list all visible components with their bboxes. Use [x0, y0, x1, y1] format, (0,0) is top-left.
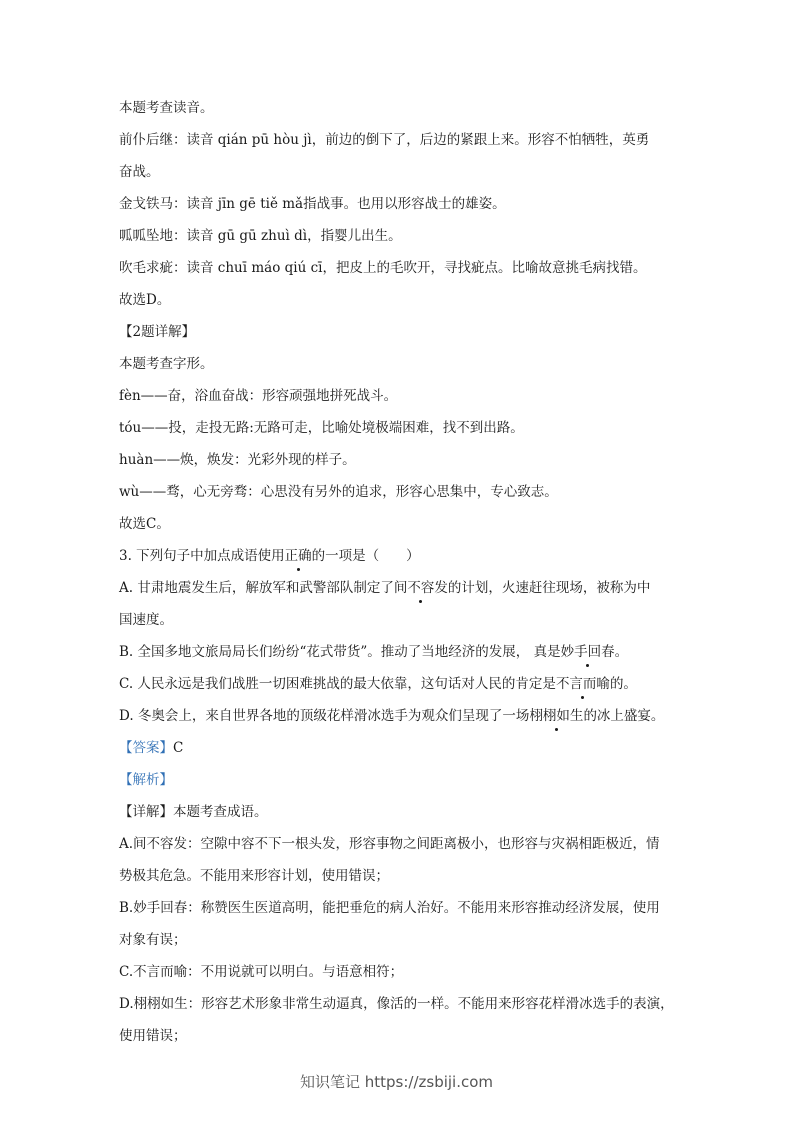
option-c: C. 人民永远是我们战胜一切困难挑战的最大依靠，这句话对人民的肯定是不言而喻的。: [119, 676, 637, 692]
dotted-idiom: 栩栩如生: [529, 708, 584, 724]
text-line: 奋战。: [119, 164, 160, 180]
document-body: [119, 98, 685, 1058]
option-b: B. 全国多地文旅局局长们纷纷“花式带货”。推动了当地经济的发展， 真是妙手回春。: [119, 644, 629, 660]
text-line: 金戈铁马：读音 jīn gē tiě mǎ指战事。也用以形容战士的雄姿。: [119, 196, 506, 212]
footer-watermark: 知识笔记 https://zsbiji.com: [299, 1073, 494, 1091]
dotted-idiom: 妙手回春: [560, 644, 615, 660]
section-heading: 【2题详解】: [119, 324, 196, 340]
text-line: 吹毛求疵：读音 chuī máo qiú cī，把皮上的毛吹开，寻找疵点。比喻故意挑毛病找错。: [119, 260, 647, 276]
option-a: A. 甘肃地震发生后，解放军和武警部队制定了间不容发的计划，火速赶往现场，被称为中: [119, 580, 651, 596]
text-line: tóu——投，走投无路:无路可走，比喻处境极端困难，找不到出路。: [119, 420, 524, 436]
text-line: 本题考查字形。: [119, 356, 214, 372]
detail-line: 势极其危急。不能用来形容计划，使用错误；: [119, 868, 389, 884]
text-line: huàn——焕，焕发：光彩外现的样子。: [119, 452, 356, 468]
answer-line: [119, 738, 685, 770]
detail-line: C.不言而喻：不用说就可以明白。与语意相符；: [119, 964, 404, 980]
detail-line: 对象有误；: [119, 932, 187, 948]
option-d: D. 冬奥会上，来自世界各地的顶级花样滑冰选手为观众们呈现了一场栩栩如生的冰上盛宴。: [119, 708, 665, 724]
dotted-idiom: 不言而喻: [555, 676, 610, 692]
text-line: fèn——奋，浴血奋战：形容顽强地拼死战斗。: [119, 388, 398, 404]
answer-value: C: [173, 740, 184, 756]
detail-line: B.妙手回春：称赞医生医道高明，能把垂危的病人治好。不能用来形容推动经济发展，使用: [119, 900, 660, 916]
text-line: 本题考查读音。: [119, 100, 214, 116]
detail-line: D.栩栩如生：形容艺术形象非常生动逼真，像活的一样。不能用来形容花样滑冰选手的表演，: [119, 996, 674, 1012]
text-line: 前仆后继：读音 qián pū hòu jì，前边的倒下了，后边的紧跟上来。形容不怕牺牲，英勇: [119, 132, 650, 148]
text-line: wù——骛，心无旁骛：心思没有另外的追求，形容心思集中，专心致志。: [119, 484, 558, 500]
detail-line: A.间不容发：空隙中容不下一根头发，形容事物之间距离极小，也形容与灾祸相距极近，情: [119, 836, 660, 852]
answer-label: 【答案】: [119, 740, 173, 756]
detail-line: 使用错误；: [119, 1028, 187, 1044]
dotted-word: 正确: [284, 548, 312, 564]
dotted-idiom: 间不容发: [393, 580, 448, 596]
text-line: 故选D。: [119, 292, 171, 308]
detail-line: 【详解】本题考查成语。: [119, 804, 268, 820]
option-a-continued: 国速度。: [119, 612, 173, 628]
analysis-label: 【解析】: [119, 772, 173, 788]
text-line: 故选C。: [119, 516, 170, 532]
question-stem: 3. 下列句子中加点成语使用正确的一项是（ ）: [119, 548, 420, 564]
text-line: 呱呱坠地：读音 gū gū zhuì dì，指婴儿出生。: [119, 228, 402, 244]
